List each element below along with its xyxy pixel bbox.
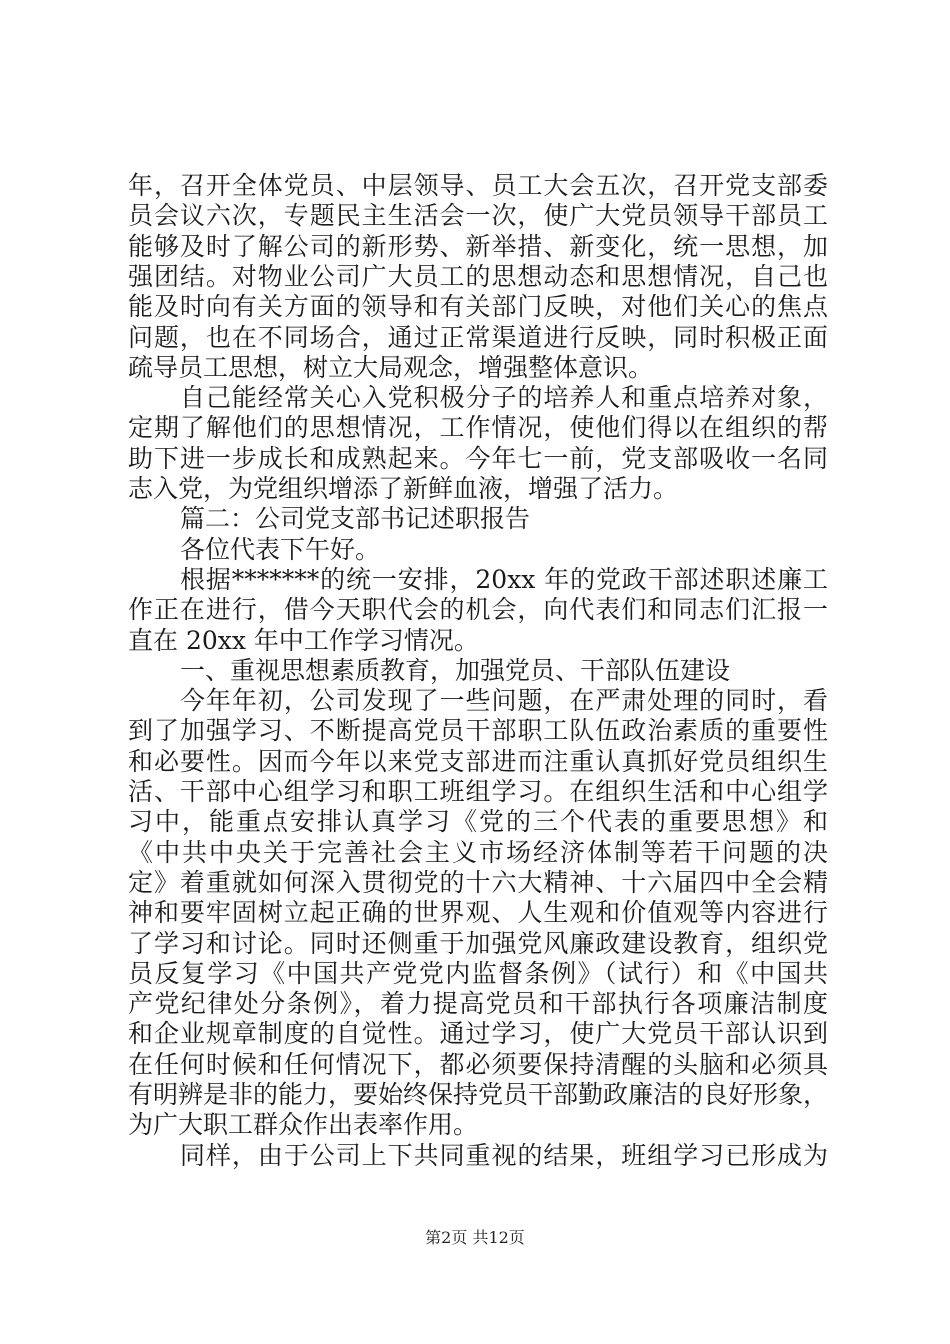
greeting-line: 各位代表下午好。	[180, 534, 381, 564]
text-line: 志入党，为党组织增添了新鲜血液，增强了活力。	[128, 474, 679, 503]
text-line: 了学习和讨论。同时还侧重于加强党风廉政建设教育，组织党	[128, 928, 828, 958]
text-line: 神和要牢固树立起正确的世界观、人生观和价值观等内容进行	[128, 898, 828, 928]
text-line: 在任何时候和任何情况下，都必须要保持清醒的头脑和必须具	[128, 1049, 828, 1079]
text-line: 为广大职工群众作出表率作用。	[128, 1110, 479, 1140]
text-line: 活、干部中心组学习和职工班组学习。在组织生活和中心组学	[128, 777, 828, 806]
page-number-footer: 第2页 共12页	[425, 1228, 525, 1247]
text-line: 和必要性。因而今年以来党支部进而注重认真抓好党员组织生	[128, 746, 828, 776]
text-line: 《中共中央关于完善社会主义市场经济体制等若干问题的决	[128, 837, 828, 867]
paragraph-first-line: 同样，由于公司上下共同重视的结果，班组学习已形成为	[180, 1140, 828, 1170]
subsection-heading: 一、重视思想素质教育，加强党员、干部队伍建设	[180, 655, 731, 685]
text-line: 疏导员工思想，树立大局观念，增强整体意识。	[128, 352, 654, 382]
text-line: 问题，也在不同场合，通过正常渠道进行反映，同时积极正面	[128, 322, 828, 352]
text-line: 产党纪律处分条例》，着力提高党员和干部执行各项廉洁制度	[128, 989, 828, 1019]
section-heading: 篇二：公司党支部书记述职报告	[180, 504, 531, 534]
text-line: 习中，能重点安排认真学习《党的三个代表的重要思想》和	[128, 807, 828, 837]
text-line: 和企业规章制度的自觉性。通过学习，使广大党员干部认识到	[128, 1019, 828, 1049]
text-line: 强团结。对物业公司广大员工的思想动态和思想情况，自己也	[128, 261, 828, 291]
text-line: 员反复学习《中国共产党党内监督条例》（试行）和《中国共	[128, 958, 828, 988]
paragraph-first-line: 今年年初，公司发现了一些问题，在严肃处理的同时，看	[180, 686, 828, 716]
paragraph-first-line: 根据*******的统一安排，20xx 年的党政干部述职述廉工	[180, 564, 828, 594]
text-line: 定期了解他们的思想情况，工作情况，使他们得以在组织的帮	[128, 413, 828, 443]
paragraph-first-line: 自己能经常关心入党积极分子的培养人和重点培养对象，	[180, 383, 828, 413]
text-line: 定》着重就如何深入贯彻党的十六大精神、十六届四中全会精	[128, 867, 828, 897]
text-line: 助下进一步成长和成熟起来。今年七一前，党支部吸收一名同	[128, 443, 828, 473]
text-line: 能及时向有关方面的领导和有关部门反映，对他们关心的焦点	[128, 292, 828, 322]
text-line: 有明辨是非的能力，要始终保持党员干部勤政廉洁的良好形象，	[128, 1080, 828, 1109]
text-line: 直在 20xx 年中工作学习情况。	[128, 625, 479, 655]
text-line: 员会议六次，专题民主生活会一次，使广大党员领导干部员工	[128, 201, 828, 231]
text-line: 年，召开全体党员、中层领导、员工大会五次，召开党支部委	[128, 171, 828, 200]
text-line: 到了加强学习、不断提高党员干部职工队伍政治素质的重要性	[128, 716, 828, 746]
text-line: 能够及时了解公司的新形势、新举措、新变化，统一思想，加	[128, 231, 828, 261]
text-line: 作正在进行，借今天职代会的机会，向代表们和同志们汇报一	[128, 595, 828, 625]
